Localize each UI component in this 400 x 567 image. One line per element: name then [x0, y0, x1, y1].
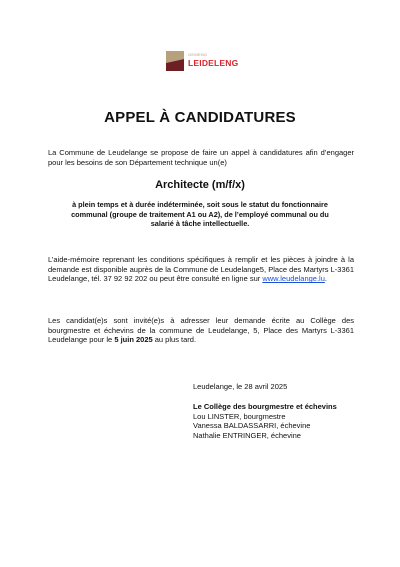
website-link[interactable]: www.leudelange.lu	[262, 274, 325, 284]
signatory-mayor: Lou LINSTER, bourgmestre	[193, 411, 286, 421]
memo-text: L’aide-mémoire reprenant les conditions spécifiques à remplir et les pièces à joindre à la demande est disponible auprès de la Commune de Leudelange5, Place des Martyrs L-3361 Leudelange, tél. 37 92 92 202 ou peut être consulté en ligne sur	[48, 255, 354, 284]
job-title: Architecte (m/f/x)	[155, 179, 245, 191]
job-description: à plein temps et à durée indéterminée, soit sous le statut du fonctionnaire communal (groupe de traitement A1 ou A2), de l’employé communal ou du salarié à tâche intellectuelle.	[71, 200, 329, 229]
logo-name: LEIDELENG	[188, 58, 239, 68]
page-title: APPEL À CANDIDATURES	[104, 109, 296, 126]
memo-paragraph	[48, 255, 354, 284]
application-paragraph	[48, 316, 354, 345]
memo-end: .	[324, 274, 327, 284]
college-title: Le Collège des bourgmestre et échevins	[193, 402, 337, 411]
application-end: au plus tard.	[152, 335, 197, 345]
place-date: Leudelange, le 28 avril 2025	[193, 382, 288, 391]
deadline-date: 5 juin 2025	[114, 335, 153, 345]
logo-small-text: GEMENG	[188, 52, 208, 57]
signatory-alderman-2: Nathalie ENTRINGER, échevine	[193, 430, 301, 440]
signature-block	[193, 402, 373, 440]
intro-paragraph: La Commune de Leudelange se propose de faire un appel à candidatures afin d’engager pour les besoins de son Département technique un(e)	[48, 148, 354, 167]
signatory-alderman-1: Vanessa BALDASSARRI, échevine	[193, 421, 311, 431]
application-text: Les candidat(e)s sont invité(e)s à adresser leur demande écrite au Collège des bourgmestre et échevins de la commune de Leudelange, 5, Place des Martyrs L-3361 Leudelange pour le	[48, 316, 354, 345]
logo-mark-icon	[166, 51, 184, 71]
commune-logo	[166, 48, 246, 74]
